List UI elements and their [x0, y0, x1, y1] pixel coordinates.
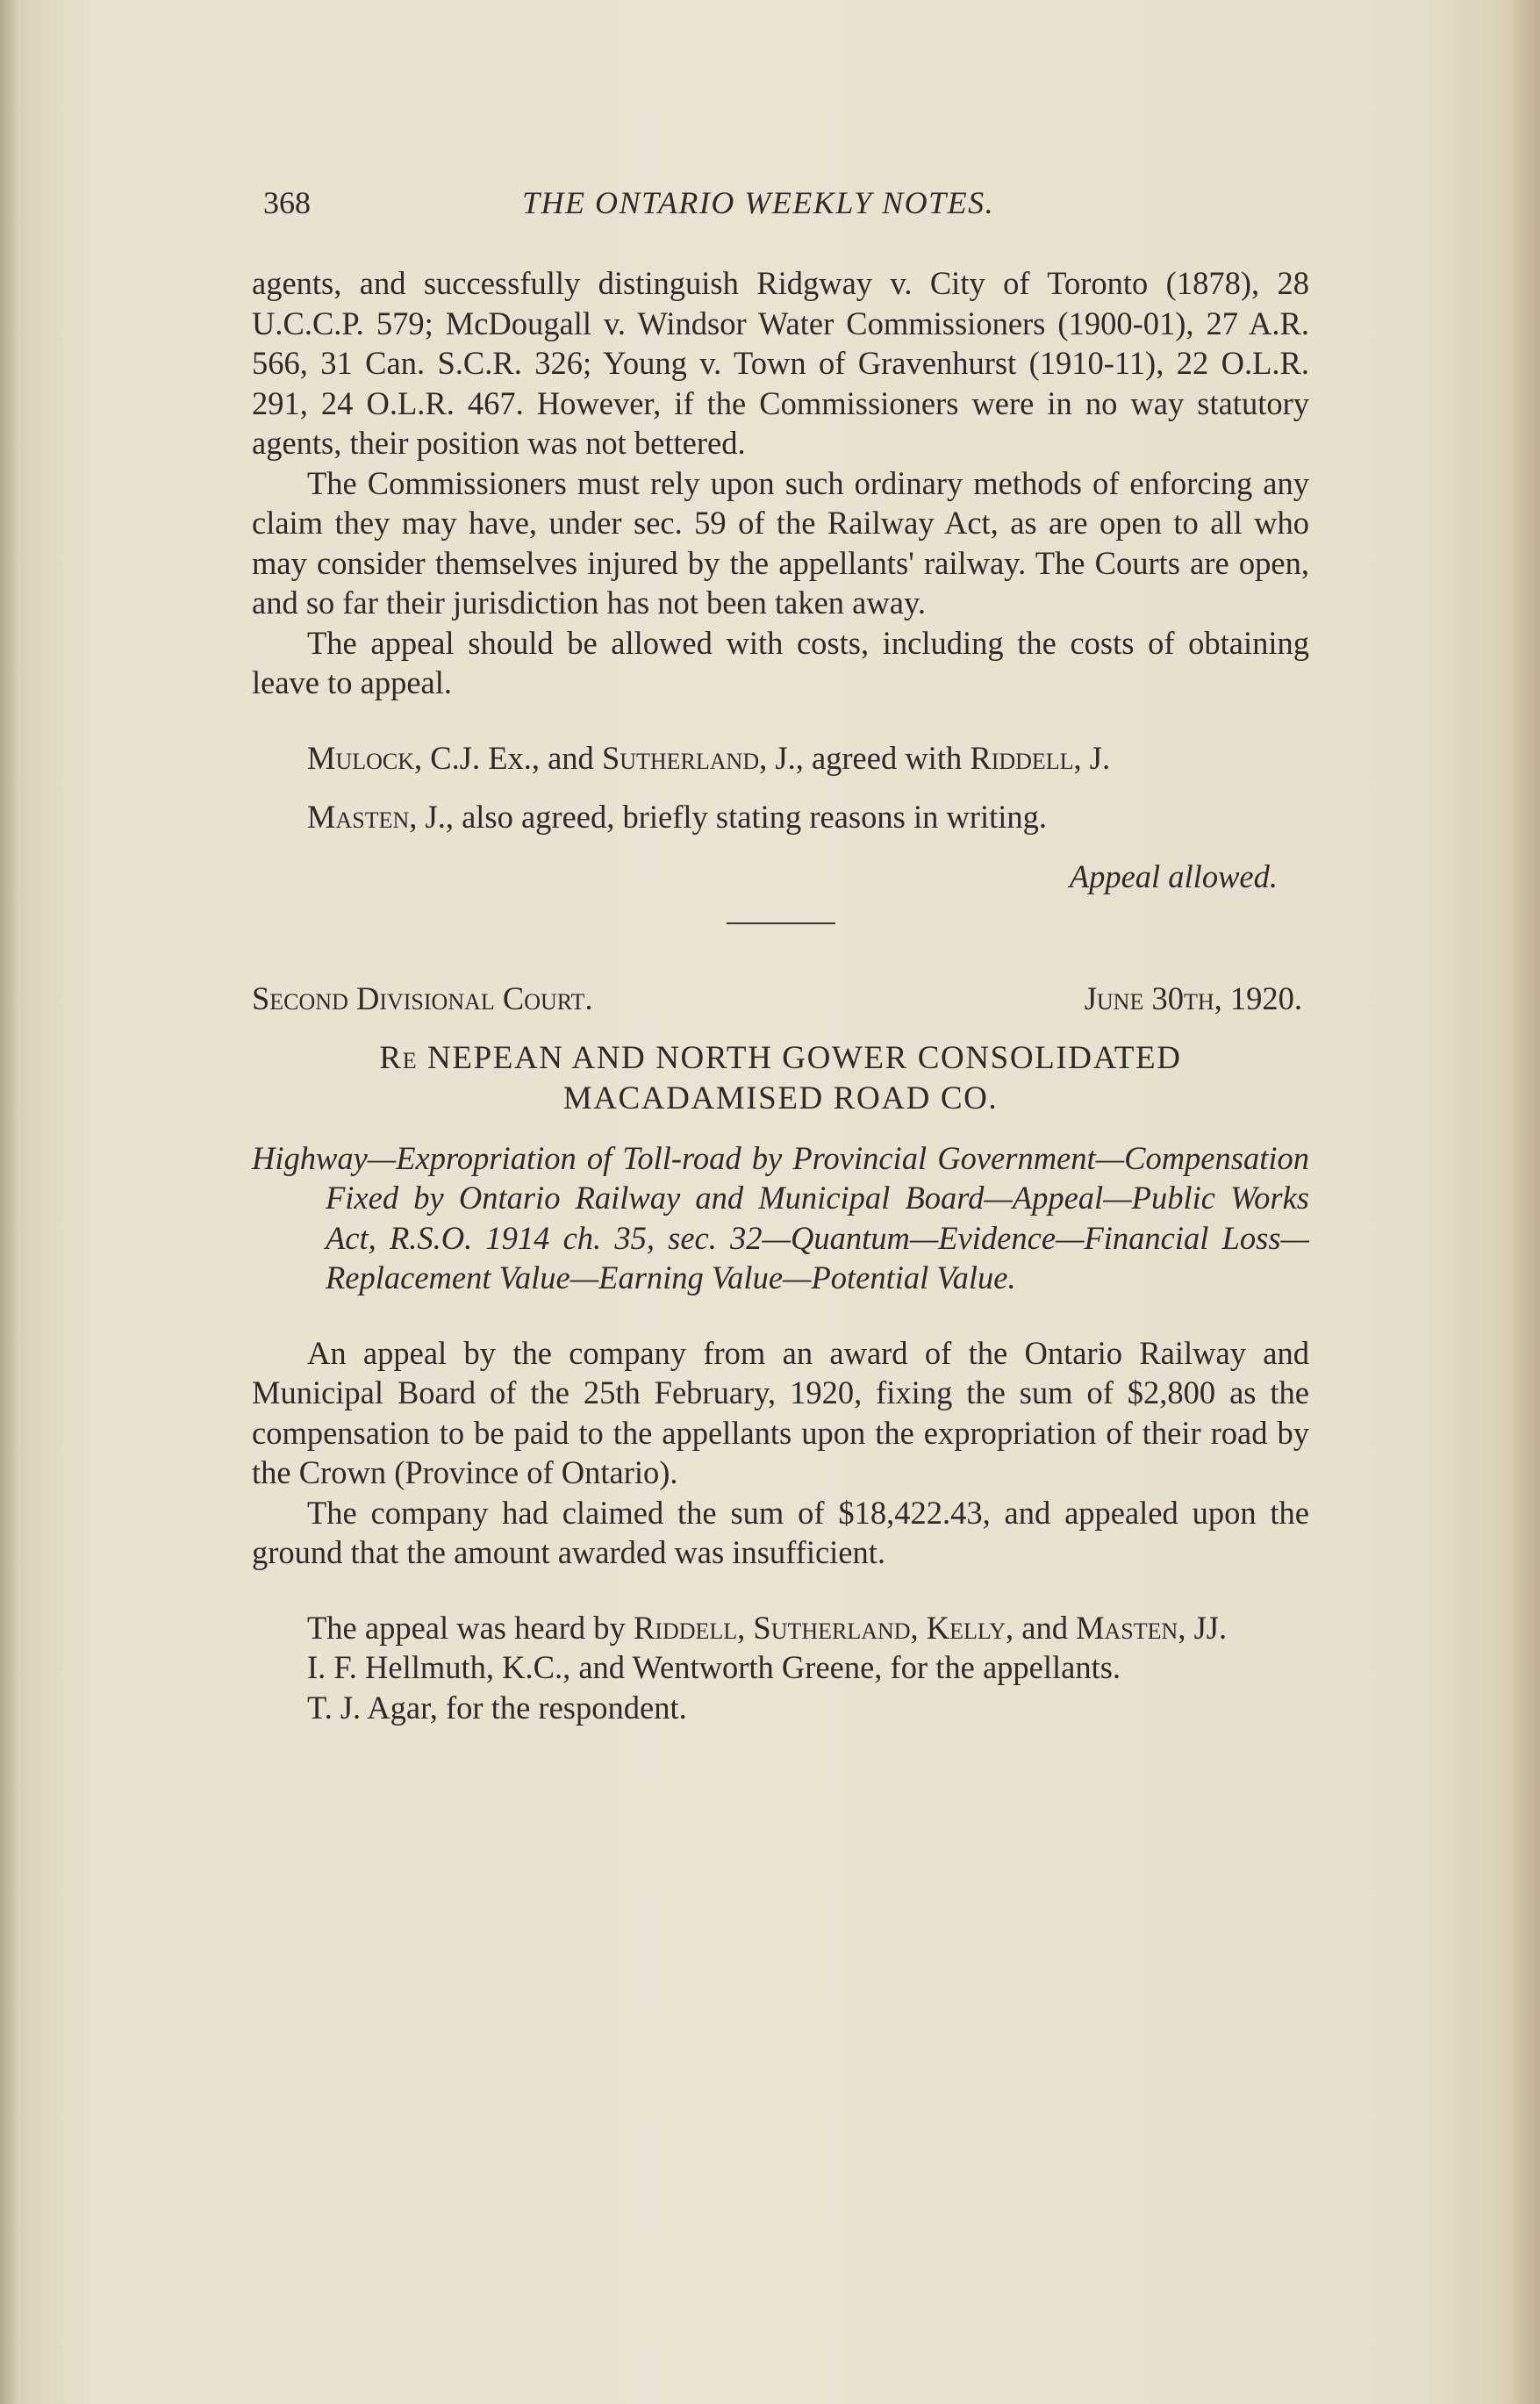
page-header	[263, 184, 1316, 228]
spacer	[252, 1573, 1309, 1608]
spacer	[252, 959, 1309, 979]
statement-claim: The company had claimed the sum of $18,422.43, and appealed upon the ground that the amount awarded was insufficient.	[252, 1494, 1309, 1570]
spacer	[252, 1019, 1309, 1038]
page-right-shadow	[1505, 0, 1540, 2404]
concurrence-text: , C.J. Ex., and	[414, 739, 602, 776]
judge-name: Sutherland	[601, 739, 760, 776]
case-title-prefix: Re	[379, 1039, 419, 1076]
decision-date: June 30th, 1920.	[1084, 980, 1302, 1016]
running-head: THE ONTARIO WEEKLY NOTES.	[522, 185, 995, 220]
concurrence-text: , J., also agreed, briefly stating reasons in writing.	[409, 799, 1048, 835]
hearing-and: and	[1014, 1609, 1077, 1646]
hearing-last-judge: Masten	[1076, 1609, 1178, 1646]
counsel-appellants: I. F. Hellmuth, K.C., and Wentworth Greene, for the appellants.	[307, 1649, 1121, 1685]
spacer	[252, 1119, 1309, 1138]
concurrence-masten	[252, 797, 1309, 837]
concurrence-text: , J., agreed with	[759, 739, 971, 776]
case-title-line-1: NEPEAN AND NORTH GOWER CONSOLIDATED	[427, 1039, 1182, 1076]
court-name: Second Divisional Court.	[252, 980, 593, 1016]
paragraph-appeal-allowed: The appeal should be allowed with costs, including the costs of obtaining leave to appeal.	[252, 624, 1309, 700]
judge-name: Masten	[307, 799, 410, 835]
spacer	[252, 1298, 1309, 1333]
spacer	[252, 778, 1309, 797]
hearing-judges: Riddell, Sutherland, Kelly,	[633, 1609, 1014, 1646]
concurrence-mulock-sutherland	[252, 738, 1309, 779]
result-line: Appeal allowed.	[1069, 858, 1278, 894]
paragraph-commissioners: The Commissioners must rely upon such ordinary methods of enforcing any claim they may have, under sec. 59 of the Railway Act, as are open to all who may consider themselves injured by the appellants' railway. The Courts are open, and so far their jurisdiction has not been taken away.	[252, 464, 1309, 621]
headnote: Highway—Expropriation of Toll-road by Provincial Government—Compensation Fixed by Ontario Railway and Municipal Board—Appeal—Public Works Act, R.S.O. 1914 ch. 35, sec. 32—Quantum—Evidence—Financial Loss—Replacement Value—Earning Value—Potential Value.	[252, 1139, 1309, 1295]
case-title-line-2: MACADAMISED ROAD CO.	[562, 1080, 999, 1116]
case-title	[252, 1038, 1309, 1119]
hearing-intro: The appeal was heard by	[307, 1609, 634, 1646]
hearing-line	[252, 1608, 1309, 1648]
concurrence-text: , J.	[1073, 739, 1111, 776]
statement-appeal: An appeal by the company from an award of the Ontario Railway and Municipal Board of the 25th February, 1920, fixing the sum of $2,800 as the compensation to be paid to the appellants upon the expropriation of their road by the Crown (Province of Ontario).	[252, 1334, 1309, 1490]
spacer	[252, 837, 1309, 857]
spacer	[252, 924, 1309, 959]
judge-name: Mulock	[307, 739, 415, 776]
page-number: 368	[263, 185, 311, 220]
page-body	[252, 263, 1309, 1727]
court-line	[252, 979, 1309, 1019]
paragraph-continued: agents, and successfully distinguish Ridgway v. City of Toronto (1878), 28 U.C.C.P. 579; McDougall v. Windsor Water Commissioners (1900-01), 27 A.R. 566, 31 Can. S.C.R. 326; Young v. Town of Gravenhurst (1910-11), 22 O.L.R. 291, 24 O.L.R. 467. However, if the Commissioners were in no way statutory agents, their position was not bettered.	[252, 265, 1309, 461]
hearing-end: , JJ.	[1178, 1609, 1228, 1646]
spacer	[252, 703, 1309, 738]
judge-name: Riddell	[970, 739, 1074, 776]
counsel-respondent: T. J. Agar, for the respondent.	[307, 1689, 687, 1726]
page-left-shadow	[0, 0, 19, 2404]
